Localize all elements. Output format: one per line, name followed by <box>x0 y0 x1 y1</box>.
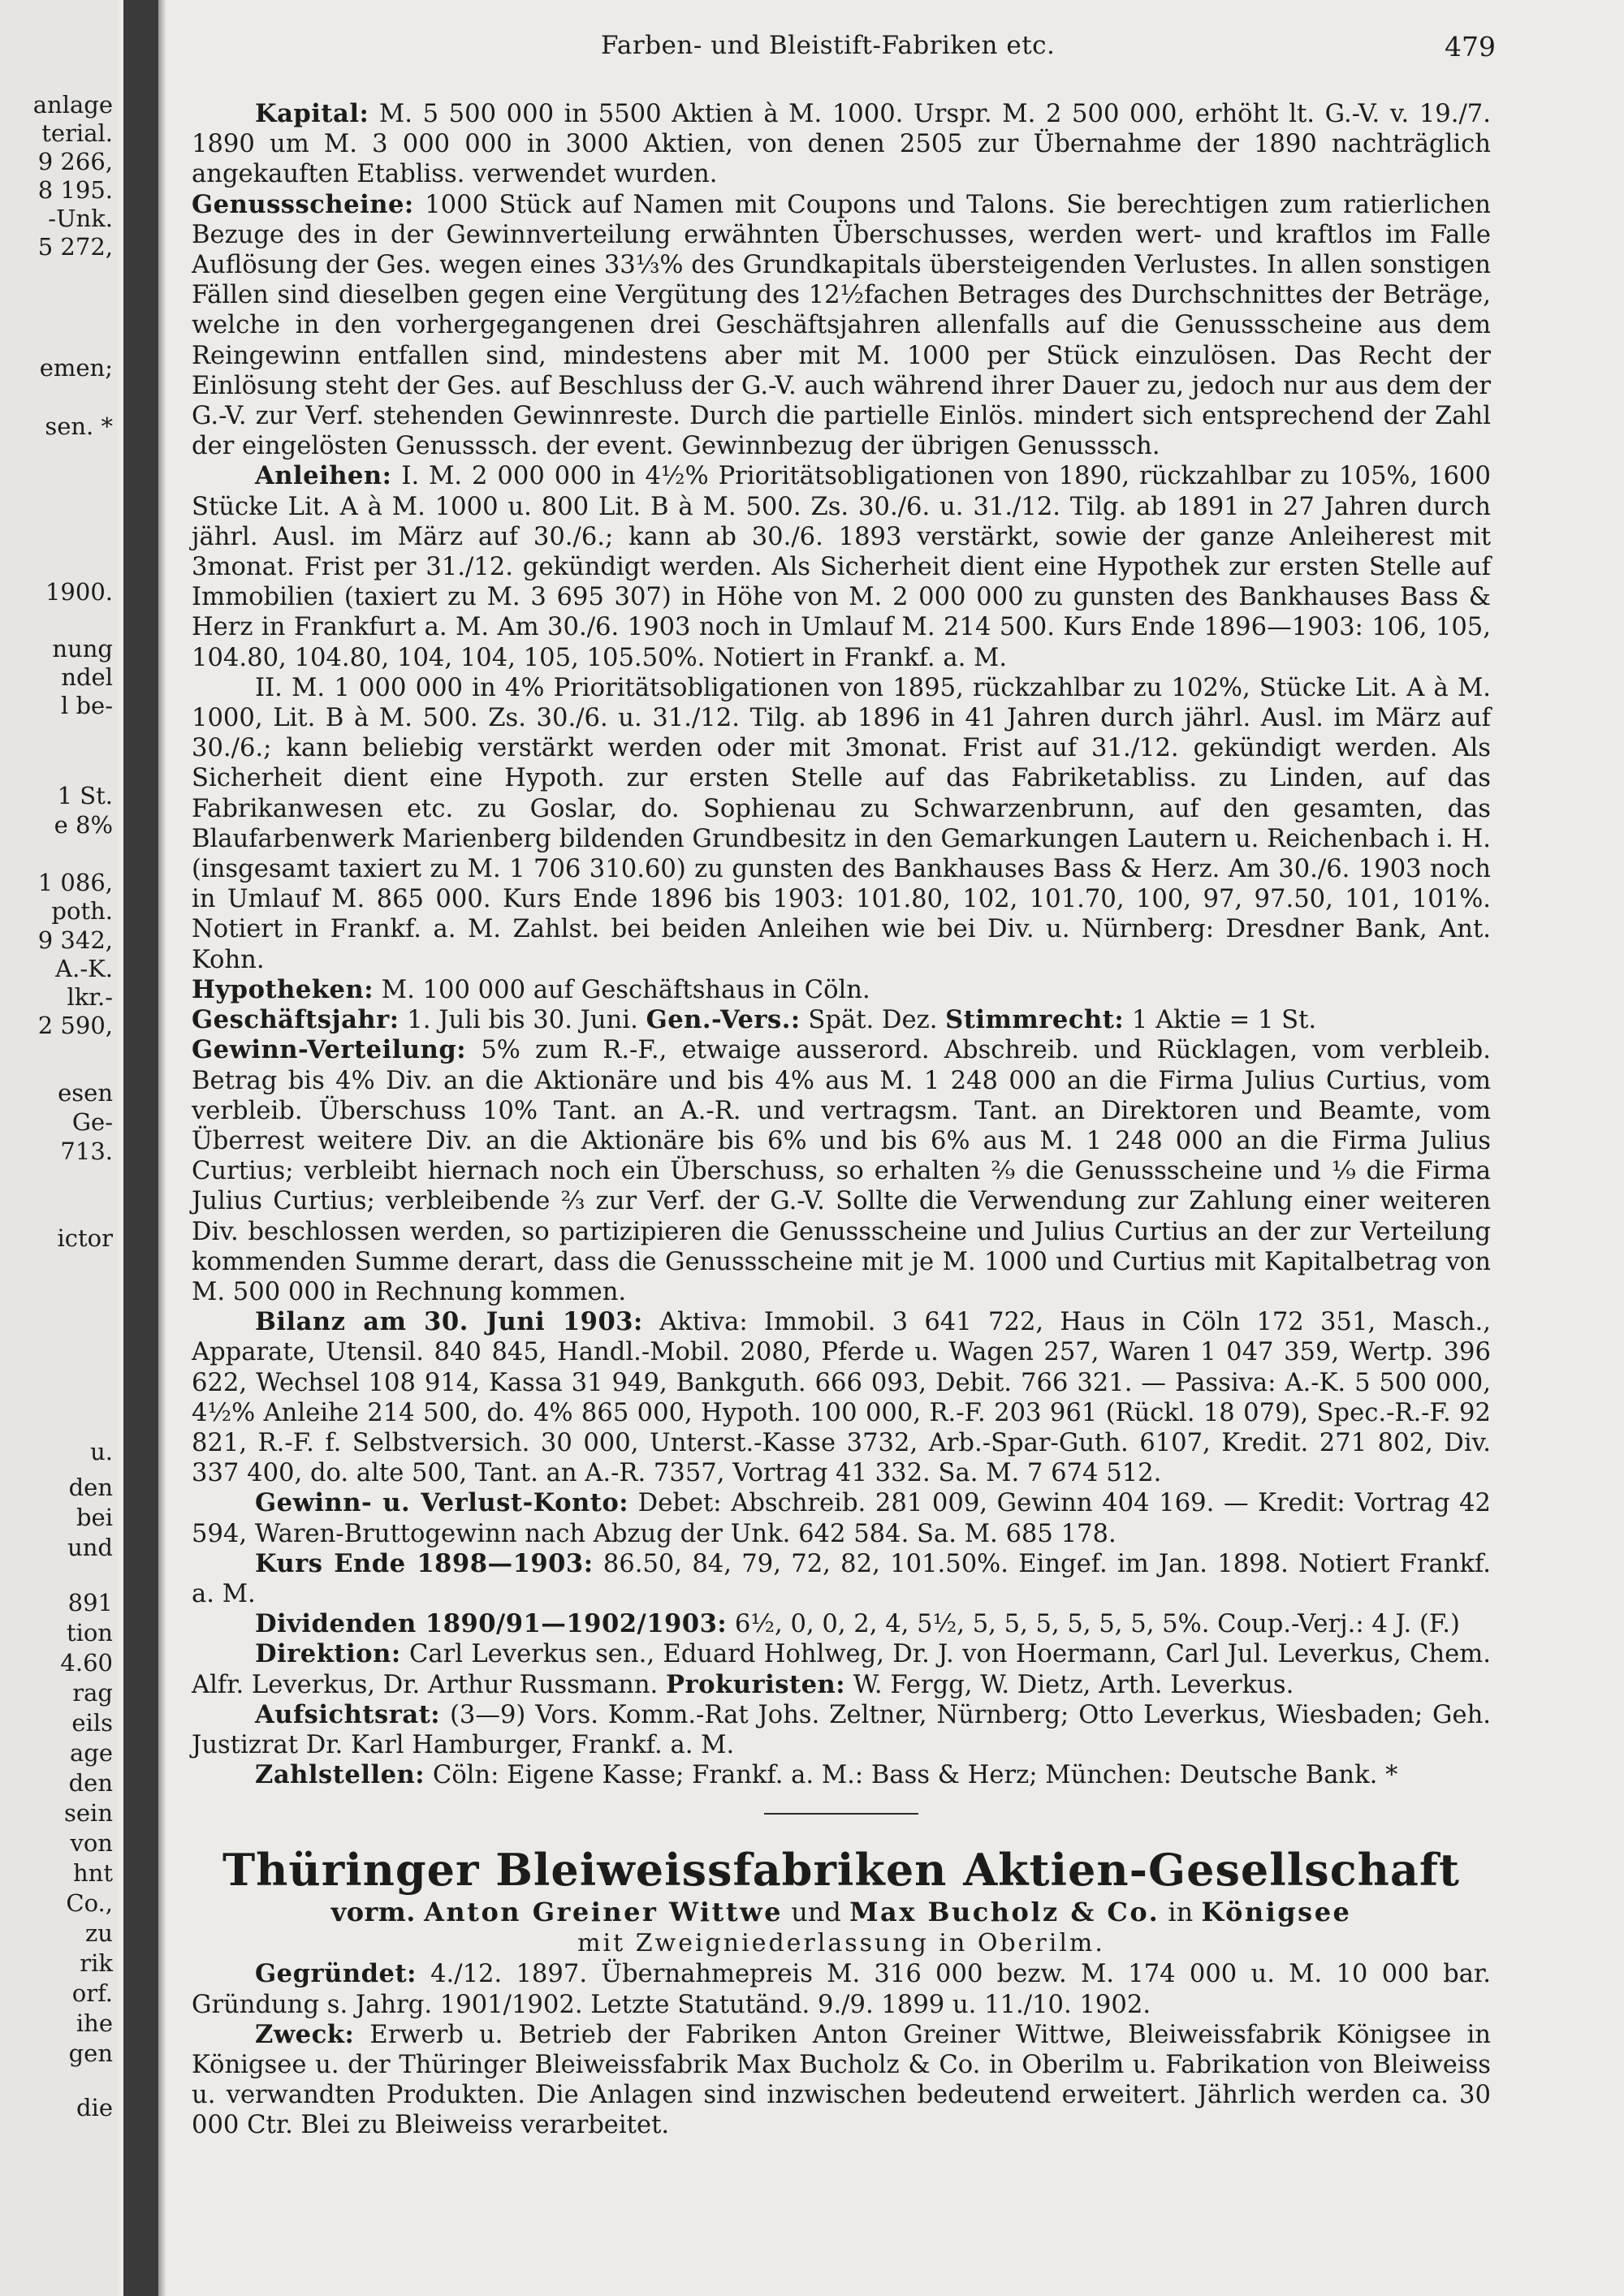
left-fragment: den <box>68 1769 113 1797</box>
section-zahlstellen <box>192 1760 1491 1790</box>
company-sub-prefix: vorm. <box>330 1897 416 1928</box>
section-text: 5% zum R.-F., etwaige ausserord. Abschreib. und Rücklagen, vom verbleib. Betrag bis 4% Div. an die Aktionäre und bis 4% aus M. 1 248 000 an die Firma Julius Curtius, vom verbleib. Überschuss 10% Tant. an A.-R. und vertragsm. Tant. an Direktoren und Beamte, vom Überrest weitere Div. an die Aktionäre bis 6% und bis 6% aus M. 1 248 000 an die Firma Julius Curtius; verbleibt hiernach noch ein Überschuss, so erhalten ²⁄₉ die Genussscheine und ¹⁄₉ die Firma Julius Curtius; verbleibende ²⁄₃ zur Verf. der G.-V. Sollte die Verwendung zur Zahlung einer weiteren Div. beschlossen werden, so partizipieren die Genussscheine und Julius Curtius an der zur Verteilung kommenden Summe derart, dass die Genussscheine mit je M. 1000 und Curtius mit Kapitalbetrag von M. 500 000 in Rechnung kommen. <box>192 1036 1491 1306</box>
header-title: Farben- und Bleistift-Fabriken etc. <box>601 31 1056 60</box>
section-zweck <box>192 2020 1491 2141</box>
section-guv <box>192 1488 1491 1548</box>
left-fragment: 891 <box>67 1589 113 1616</box>
left-fragment: emen; <box>39 354 113 382</box>
section-text: (3—9) Vors. Komm.-Rat Johs. Zeltner, Nürnberg; Otto Leverkus, Wiesbaden; Geh. Justizrat Dr. Karl Hamburger, Frankf. a. M. <box>192 1700 1491 1759</box>
section-divider <box>764 1813 918 1815</box>
left-fragment: orf. <box>71 1979 113 2007</box>
section-gegruendet <box>192 1959 1491 2019</box>
section-text: Spät. Dez. <box>800 1006 946 1035</box>
left-fragment: gen <box>68 2039 113 2067</box>
left-fragment: poth. <box>51 897 113 925</box>
left-fragment: und <box>67 1534 113 1561</box>
section-label: Aufsichtsrat: <box>255 1699 441 1729</box>
section-text: 1 Aktie = 1 St. <box>1124 1006 1317 1035</box>
section-dividenden <box>192 1609 1491 1639</box>
section-label: Direktion: <box>255 1639 401 1669</box>
left-fragment: 1 St. <box>57 782 113 809</box>
left-fragment: bei <box>76 1504 113 1531</box>
left-fragment: u. <box>90 1438 113 1465</box>
left-fragment: von <box>70 1829 113 1857</box>
section-label: Dividenden 1890/91—1902/1903: <box>255 1609 728 1639</box>
left-fragment: 9 342, <box>37 926 113 954</box>
section-label: Zahlstellen: <box>255 1760 425 1790</box>
left-fragment: lkr.- <box>67 983 113 1011</box>
left-fragment: ictor <box>57 1224 113 1252</box>
section-label: Kurs Ende 1898—1903: <box>255 1548 594 1578</box>
section-label: Bilanz am 30. Juni 1903: <box>255 1307 643 1337</box>
section-label: Zweck: <box>255 2019 355 2049</box>
left-fragment: 9 266, <box>37 148 113 175</box>
section-label: Gegründet: <box>255 1959 417 1989</box>
section-genussscheine <box>192 190 1491 462</box>
left-fragment: sein <box>64 1799 113 1827</box>
left-fragment: esen <box>58 1079 113 1107</box>
company-subtitle <box>192 1896 1491 1928</box>
left-fragment: rik <box>80 1949 113 1977</box>
left-fragment: -Unk. <box>48 205 113 232</box>
company-sub-und: und <box>791 1897 841 1928</box>
section-text: W. Fergg, W. Dietz, Arth. Leverkus. <box>845 1670 1294 1699</box>
left-fragment: age <box>69 1739 113 1767</box>
left-fragment: Co., <box>66 1889 113 1917</box>
left-fragment: e 8% <box>54 811 113 839</box>
section-label: Anleihen: <box>255 461 392 491</box>
section-label: Geschäftsjahr: <box>192 1005 400 1035</box>
section-text: 4./12. 1897. Übernahmepreis M. 316 000 bezw. M. 174 000 u. M. 10 000 bar. Gründung s. Jahrg. 1901/1902. Letzte Statutänd. 9./9. 1899 u. 11./10. 1902. <box>192 1960 1491 2019</box>
left-fragment: den <box>68 1474 113 1501</box>
running-head <box>187 31 1496 68</box>
section-text: I. M. 2 000 000 in 4½% Prioritätsobligationen von 1890, rückzahlbar zu 105%, 1600 Stücke Lit. A à M. 1000 u. 800 Lit. B à M. 500. Zs. 30./6. u. 31./12. Tilg. ab 1891 in 27 Jahren durch jährl. Ausl. im März auf 30./6.; kann ab 30./6. 1893 verstärkt, sowie der ganze Anleiherest mit 3monat. Frist per 31./12. gekündigt werden. Als Sicherheit dient eine Hypothek zur ersten Stelle auf Immobilien (taxiert zu M. 3 695 307) in Höhe von M. 2 000 000 zu gunsten des Bankhauses Bass & Herz in Frankfurt a. M. Am 30./6. 1903 noch in Umlauf M. 214 500. Kurs Ende 1896—1903: 106, 105, 104.80, 104.80, 104, 104, 105, 105.50%. Notiert in Frankf. a. M. <box>192 462 1491 672</box>
left-fragment: tion <box>66 1619 113 1646</box>
left-fragment: nung <box>52 635 113 662</box>
left-fragment: 2 590, <box>37 1012 113 1039</box>
left-fragment: sen. * <box>45 412 113 440</box>
section-label: Gen.-Vers.: <box>646 1005 801 1035</box>
section-kurs <box>192 1549 1491 1609</box>
section-text: Carl Leverkus sen., Eduard Hohlweg, Dr. J. von Hoermann, Carl Jul. Leverkus, Chem. Alfr. Leverkus, Dr. Arthur Russmann. <box>192 1640 1491 1699</box>
company-sub-name1: Anton Greiner Wittwe <box>424 1897 784 1928</box>
section-text: Cöln: Eigene Kasse; Frankf. a. M.: Bass & Herz; München: Deutsche Bank. * <box>425 1761 1398 1790</box>
left-fragment: Ge- <box>71 1108 113 1136</box>
section-text: 6½, 0, 0, 2, 4, 5½, 5, 5, 5, 5, 5, 5, 5%. Coup.-Verj.: 4 J. (F.) <box>727 1610 1460 1639</box>
left-fragment: rag <box>72 1679 113 1707</box>
left-fragment: zu <box>85 1919 113 1947</box>
page-number: 479 <box>1445 31 1496 63</box>
section-text: 86.50, 84, 79, 72, 82, 101.50%. Eingef. im Jan. 1898. Notiert Frankf. a. M. <box>192 1549 1491 1608</box>
company-title: Thüringer Bleiweissfabriken Aktien-Gesellschaft <box>222 1844 1460 1897</box>
left-fragment: 8 195. <box>37 176 113 204</box>
section-label: Gewinn-Verteilung: <box>192 1035 467 1065</box>
left-fragment: ndel <box>61 663 113 691</box>
section-label: Kapital: <box>255 99 369 128</box>
left-fragment: A.-K. <box>55 955 113 982</box>
section-kapital <box>192 99 1491 190</box>
left-fragment: die <box>76 2094 113 2121</box>
left-fragment: eils <box>71 1709 113 1737</box>
left-fragment: ihe <box>76 2009 113 2037</box>
section-label: Hypotheken: <box>192 974 374 1004</box>
section-anleihen-2 <box>192 673 1491 975</box>
left-fragment: hnt <box>72 1859 113 1887</box>
section-text: Erwerb u. Betrieb der Fabriken Anton Greiner Wittwe, Bleiweissfabrik Königsee in Königsee u. der Thüringer Bleiweissfabrik Max Bucholz & Co. in Oberilm u. Fabrikation von Bleiweiss u. verwandten Produkten. Die Anlagen sind inzwischen bedeutend erweitert. Jährlich werden ca. 30 000 Ctr. Blei zu Bleiweiss verarbeitet. <box>192 2020 1491 2140</box>
section-text: Debet: Abschreib. 281 009, Gewinn 404 169. — Kredit: Vortrag 42 594, Waren-Bruttogewinn nach Abzug der Unk. 642 584. Sa. M. 685 178. <box>192 1489 1491 1548</box>
left-fragment: l be- <box>60 692 113 719</box>
company-sub-place: Königsee <box>1201 1897 1352 1928</box>
section-text: 1. Juli bis 30. Juni. <box>399 1006 646 1035</box>
text-column <box>192 99 1491 2141</box>
company-branch: mit Zweigniederlassung in Oberilm. <box>577 1929 1105 1958</box>
section-geschaeftsjahr <box>192 1005 1491 1035</box>
left-fragment: 4.60 <box>60 1649 113 1677</box>
left-fragment: anlage <box>32 91 113 119</box>
section-aufsichtsrat <box>192 1700 1491 1760</box>
left-fragment: 1 086, <box>37 869 113 896</box>
section-gewinn-verteilung <box>192 1035 1491 1307</box>
left-page-fragment <box>0 0 118 2296</box>
left-fragment: terial. <box>41 119 113 147</box>
left-fragment: 713. <box>60 1137 113 1165</box>
section-direktion <box>192 1639 1491 1699</box>
section-anleihen <box>192 461 1491 672</box>
left-fragment: 1900. <box>45 578 113 606</box>
section-text: 1000 Stück auf Namen mit Coupons und Talons. Sie berechtigen zum ratierlichen Bezuge des in der Gewinnverteilung erwähnten Überschusses, werden wert- und kraftlos im Falle Auflösung der Ges. wegen eines 33⅓% des Grundkapitals übersteigenden Verlustes. In allen sonstigen Fällen sind dieselben gegen eine Vergütung des 12½fachen Betrages des Durchschnittes der Beträge, welche in den vorhergegangenen drei Geschäftsjahren allenfalls auf die Genussscheine aus dem Reingewinn entfallen sind, mindestens aber mit M. 1000 per Stück einzulösen. Das Recht der Einlösung steht der Ges. auf Beschluss der G.-V. auch während ihrer Dauer zu, jedoch nur aus dem der G.-V. zur Verf. stehenden Gewinnreste. Durch die partielle Einlös. mindert sich entsprechend der Zahl der eingelösten Genusssch. der event. Gewinnbezug der übrigen Genusssch. <box>192 190 1491 461</box>
section-hypotheken <box>192 975 1491 1005</box>
section-text: Aktiva: Immobil. 3 641 722, Haus in Cöln 172 351, Masch., Apparate, Utensil. 840 845, Handl.-Mobil. 2080, Pferde u. Wagen 257, Waren 1 047 359, Wertp. 396 622, Wechsel 108 914, Kassa 31 949, Bankguth. 666 093, Debit. 766 321. — Passiva: A.-K. 5 500 000, 4½% Anleihe 214 500, do. 4% 865 000, Hypoth. 100 000, R.-F. 203 961 (Rückl. 18 079), Spec.-R.-F. 92 821, R.-F. f. Selbstversich. 30 000, Unterst.-Kasse 3732, Arb.-Spar-Guth. 6107, Kredit. 271 802, Div. 337 400, do. alte 500, Tant. an A.-R. 7357, Vortrag 41 332. Sa. M. 7 674 512. <box>192 1308 1491 1488</box>
left-fragment: 5 272, <box>37 233 113 261</box>
section-text: M. 100 000 auf Geschäftshaus in Cöln. <box>374 975 870 1004</box>
section-text: II. M. 1 000 000 in 4% Prioritätsobligationen von 1895, rückzahlbar zu 102%, Stücke Lit. A à M. 1000, Lit. B à M. 500. Zs. 30./6. u. 31./12. Tilg. ab 1896 in 41 Jahren durch jährl. Ausl. im März auf 30./6.; kann beliebig verstärkt werden oder mit 3monat. Frist auf 31./12. gekündigt werden. Als Sicherheit dient eine Hypoth. zur ersten Stelle auf das Fabriketabliss. zu Linden, auf das Fabrikanwesen etc. zu Goslar, do. Sophienau zu Schwarzenbrunn, auf den gesamten, das Blaufarbenwerk Marienberg bildenden Grundbesitz in den Gemarkungen Lautern u. Reichenbach i. H. (insgesamt taxiert zu M. 1 706 310.60) zu gunsten des Bankhauses Bass & Herz. Am 30./6. 1903 noch in Umlauf M. 865 000. Kurs Ende 1896 bis 1903: 101.80, 102, 101.70, 100, 97, 97.50, 101, 101%. Notiert in Frankf. a. M. Zahlst. bei beiden Anleihen wie bei Div. u. Nürnberg: Dresdner Bank, Ant. Kohn. <box>192 673 1491 974</box>
section-label: Prokuristen: <box>666 1669 846 1699</box>
book-gutter <box>123 0 158 2296</box>
section-label: Stimmrecht: <box>945 1005 1125 1035</box>
section-label: Gewinn- u. Verlust-Konto: <box>255 1488 629 1518</box>
section-text: M. 5 500 000 in 5500 Aktien à M. 1000. Urspr. M. 2 500 000, erhöht lt. G.-V. v. 19./7. 1890 um M. 3 000 000 in 3000 Aktien, von denen 2505 zur Übernahme der 1890 nachträglich angekauften Etabliss. verwendet wurden. <box>192 100 1491 189</box>
section-label: Genussscheine: <box>192 189 414 219</box>
company-sub-name2: Max Bucholz & Co. <box>849 1897 1160 1928</box>
gutter-shadow <box>158 0 166 2296</box>
section-bilanz <box>192 1307 1491 1488</box>
company-sub-in: in <box>1168 1897 1194 1928</box>
